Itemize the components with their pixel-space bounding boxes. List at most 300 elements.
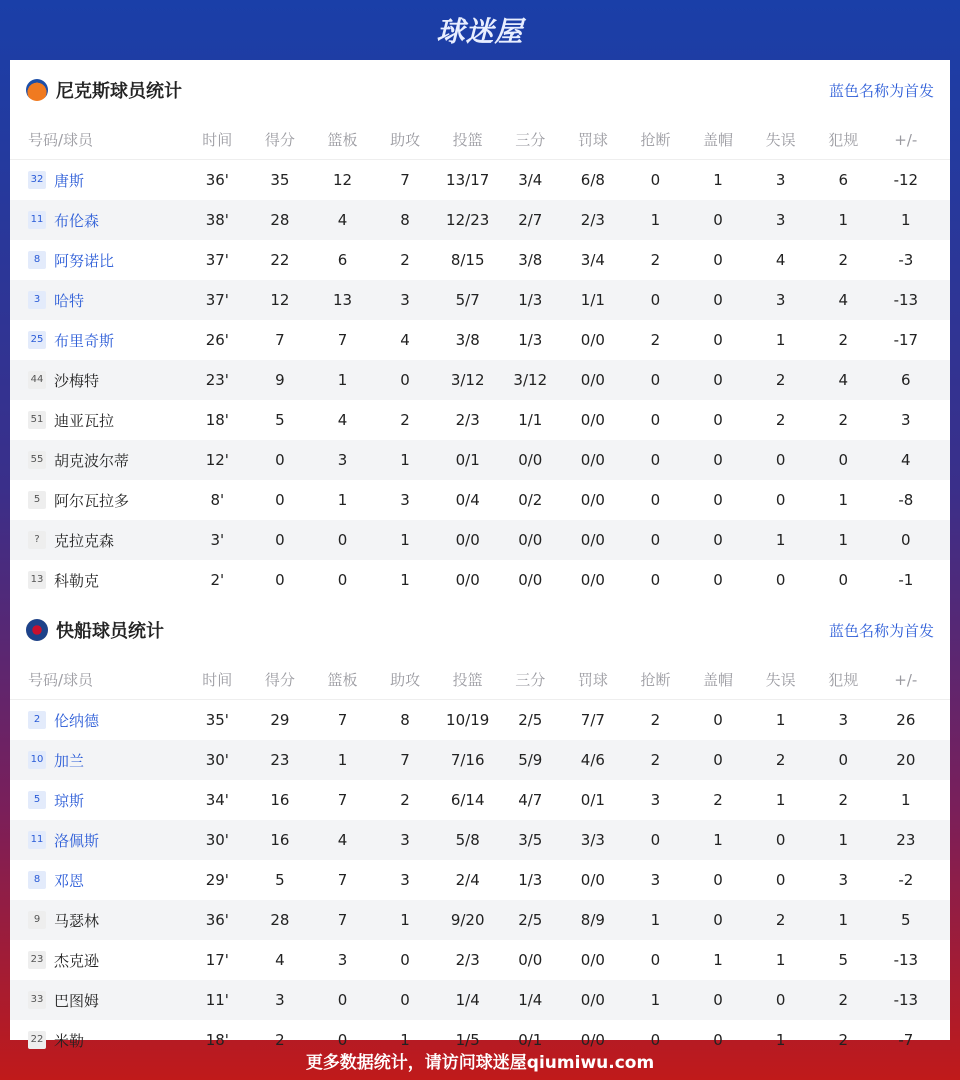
stat-cell: 7 — [337, 331, 348, 349]
section-header — [10, 60, 950, 120]
stat-cell: 0/0 — [580, 1031, 605, 1049]
player-name: 巴图姆 — [54, 991, 100, 1010]
stat-cell: 37' — [205, 251, 229, 269]
stat-cell: 1 — [838, 211, 848, 229]
stat-cell: 3 — [400, 291, 410, 309]
stat-cell: 4/6 — [580, 751, 605, 769]
column-header: 罚球 — [577, 131, 608, 149]
stat-cell: 2 — [650, 251, 661, 269]
column-header: 得分 — [264, 131, 295, 149]
stat-cell: 3 — [650, 871, 661, 889]
table-row — [10, 200, 950, 240]
table-row — [10, 280, 950, 320]
player-name[interactable]: 唐斯 — [54, 171, 85, 190]
table-header-row — [10, 660, 950, 700]
stat-cell: 5 — [838, 951, 848, 969]
stat-cell: 2 — [775, 411, 786, 429]
stat-cell: 0 — [650, 951, 661, 969]
stat-cell: 0 — [650, 291, 661, 309]
stat-cell: 0/4 — [455, 491, 480, 509]
jersey-number-badge: 10 — [28, 751, 46, 769]
stat-cell: 0 — [838, 451, 848, 469]
stat-cell: 0 — [901, 531, 911, 549]
player-name[interactable]: 布里奇斯 — [54, 331, 115, 350]
column-header: 得分 — [264, 671, 295, 689]
table-row — [10, 480, 950, 520]
player-name[interactable]: 哈特 — [54, 291, 85, 310]
footer-banner: 更多数据统计，请访问球迷屋qiumiwu.com — [305, 1052, 655, 1073]
stat-cell: 8 — [400, 711, 410, 729]
stat-cell: 30' — [205, 831, 229, 849]
stat-cell: 7/16 — [450, 751, 485, 769]
stat-cell: 1 — [713, 171, 723, 189]
stat-cell: 2 — [838, 331, 848, 349]
stat-cell: 3 — [775, 211, 786, 229]
stat-cell: 3 — [775, 171, 786, 189]
player-cell — [10, 530, 186, 551]
stat-cell: 1/3 — [518, 291, 543, 309]
stat-cell: 0 — [713, 1031, 723, 1049]
stat-cell: 7 — [337, 871, 348, 889]
stat-cell: 6 — [337, 251, 348, 269]
stat-cell: 1 — [901, 211, 911, 229]
stat-cell: 1 — [775, 1031, 786, 1049]
stat-cell: 4 — [337, 211, 348, 229]
stat-cell: 11' — [205, 991, 229, 1009]
stat-cell: 6 — [901, 371, 911, 389]
stat-cell: 6/8 — [580, 171, 605, 189]
table-row — [10, 360, 950, 400]
stat-cell: 0 — [400, 371, 410, 389]
stat-cell: 5 — [901, 911, 911, 929]
player-cell — [10, 170, 186, 191]
stat-cell: 1 — [400, 451, 410, 469]
stat-cell: 3 — [650, 791, 661, 809]
stat-cell: 26 — [896, 711, 916, 729]
stat-cell: 0/0 — [518, 951, 543, 969]
stat-cell: 7 — [337, 711, 348, 729]
jersey-number-badge: 13 — [28, 571, 46, 589]
column-header: 时间 — [202, 671, 233, 689]
stat-cell: 2 — [838, 251, 848, 269]
table-header-row — [10, 120, 950, 160]
team-title: 快船球员统计 — [56, 621, 164, 642]
stat-cell: 1 — [838, 491, 848, 509]
player-cell — [10, 450, 186, 471]
stat-cell: 17' — [205, 951, 229, 969]
stat-cell: 0 — [775, 871, 786, 889]
player-name[interactable]: 阿努诺比 — [54, 251, 115, 270]
stat-cell: 0 — [713, 751, 723, 769]
stat-cell: 0/0 — [580, 491, 605, 509]
player-name[interactable]: 洛佩斯 — [54, 831, 100, 850]
stat-cell: 2 — [400, 251, 410, 269]
stat-cell: 34' — [205, 791, 229, 809]
clippers-logo-icon — [26, 619, 48, 641]
column-header: 抢断 — [640, 131, 671, 149]
stat-cell: 36' — [205, 171, 229, 189]
stat-cell: -7 — [898, 1031, 914, 1049]
stat-cell: 0 — [337, 991, 348, 1009]
stat-cell: 0 — [713, 571, 723, 589]
player-name: 科勒克 — [54, 571, 100, 590]
column-header: 投篮 — [452, 131, 483, 149]
stat-cell: 2 — [650, 711, 661, 729]
stat-cell: 3 — [775, 291, 786, 309]
stat-cell: 1 — [400, 531, 410, 549]
player-cell — [10, 830, 186, 851]
stat-cell: 0 — [337, 531, 348, 549]
jersey-number-badge: 11 — [28, 211, 46, 229]
column-header: 号码/球员 — [28, 131, 94, 149]
stat-cell: 0/0 — [580, 571, 605, 589]
stat-cell: 7/7 — [580, 711, 605, 729]
player-name[interactable]: 布伦森 — [54, 211, 100, 230]
stat-cell: 2/3 — [455, 411, 480, 429]
column-header: 三分 — [515, 671, 546, 689]
stat-cell: 2' — [210, 571, 225, 589]
stat-cell: 0 — [713, 991, 723, 1009]
stat-cell: 0 — [713, 291, 723, 309]
stat-cell: 3' — [210, 531, 225, 549]
stat-cell: 4 — [775, 251, 786, 269]
stat-cell: 0 — [775, 451, 786, 469]
stat-cell: 3 — [337, 451, 348, 469]
stat-cell: 0 — [400, 991, 410, 1009]
stat-cell: 1 — [838, 911, 848, 929]
column-header: 犯规 — [828, 671, 859, 689]
player-name[interactable]: 伦纳德 — [54, 711, 100, 730]
stat-cell: 0 — [650, 171, 661, 189]
stat-cell: 0 — [713, 211, 723, 229]
section-title — [26, 617, 164, 643]
stat-cell: 1 — [901, 791, 911, 809]
jersey-number-badge: 44 — [28, 371, 46, 389]
player-cell — [10, 330, 186, 351]
table-row — [10, 980, 950, 1020]
stat-cell: 0 — [713, 251, 723, 269]
stat-cell: 3 — [838, 711, 848, 729]
jersey-number-badge: 51 — [28, 411, 46, 429]
column-header: 三分 — [515, 131, 546, 149]
jersey-number-badge: 3 — [28, 291, 46, 309]
column-header: 篮板 — [327, 131, 358, 149]
table-row — [10, 820, 950, 860]
team-title: 尼克斯球员统计 — [56, 81, 182, 102]
column-header: 抢断 — [640, 671, 671, 689]
column-header: 投篮 — [452, 671, 483, 689]
stat-cell: 35' — [205, 711, 229, 729]
stat-cell: 1 — [650, 991, 661, 1009]
stat-cell: 0/1 — [518, 1031, 543, 1049]
player-name[interactable]: 邓恩 — [54, 871, 85, 890]
stat-cell: -8 — [898, 491, 914, 509]
stat-cell: 0/0 — [518, 531, 543, 549]
stat-cell: 0/0 — [518, 571, 543, 589]
stat-cell: 2/3 — [455, 951, 480, 969]
stat-cell: 8 — [400, 211, 410, 229]
stat-cell: 3/12 — [513, 371, 548, 389]
stat-cell: 29 — [270, 711, 290, 729]
stat-cell: 13/17 — [446, 171, 490, 189]
stat-cell: 0 — [337, 571, 348, 589]
stat-cell: 0/0 — [580, 951, 605, 969]
stat-cell: 4 — [275, 951, 285, 969]
stat-cell: 8/15 — [450, 251, 485, 269]
stat-cell: 0 — [713, 711, 723, 729]
stat-cell: 12 — [270, 291, 290, 309]
stat-cell: 18' — [205, 1031, 229, 1049]
player-cell — [10, 210, 186, 231]
stat-cell: 0 — [775, 991, 786, 1009]
stat-cell: 0 — [650, 451, 661, 469]
stat-cell: 2/5 — [518, 911, 543, 929]
table-row — [10, 440, 950, 480]
player-name: 胡克波尔蒂 — [54, 451, 130, 470]
stat-cell: 1 — [838, 531, 848, 549]
player-cell — [10, 570, 186, 591]
stat-cell: 0 — [713, 871, 723, 889]
stat-cell: 1 — [713, 951, 723, 969]
stat-cell: 3/12 — [450, 371, 485, 389]
stat-cell: 0/0 — [580, 331, 605, 349]
stat-cell: 12' — [205, 451, 229, 469]
stat-cell: 7 — [337, 791, 348, 809]
stat-cell: 1 — [337, 751, 348, 769]
stat-cell: 18' — [205, 411, 229, 429]
stat-cell: 6 — [838, 171, 848, 189]
stat-cell: 0 — [400, 951, 410, 969]
column-header: 失误 — [765, 131, 796, 149]
stat-cell: 6/14 — [450, 791, 485, 809]
stat-cell: 23' — [205, 371, 229, 389]
stat-cell: 0 — [775, 831, 786, 849]
stat-cell: 1 — [775, 711, 786, 729]
table-row — [10, 560, 950, 600]
stat-cell: 2 — [775, 751, 786, 769]
column-header: 助攻 — [390, 671, 421, 689]
jersey-number-badge: 11 — [28, 831, 46, 849]
stat-cell: -3 — [898, 251, 914, 269]
stat-cell: 10/19 — [446, 711, 490, 729]
brand-logo: 球迷屋 — [436, 15, 524, 48]
stat-cell: 37' — [205, 291, 229, 309]
team-section — [10, 60, 950, 600]
stat-cell: 5/9 — [518, 751, 543, 769]
stat-cell: 3/8 — [518, 251, 543, 269]
team-section — [10, 600, 950, 1060]
stat-cell: 2 — [400, 411, 410, 429]
stat-cell: 23 — [270, 751, 290, 769]
column-header: 时间 — [202, 131, 233, 149]
stat-cell: 3 — [901, 411, 911, 429]
stat-cell: -1 — [898, 571, 914, 589]
stat-cell: 0 — [650, 1031, 661, 1049]
stat-cell: 0 — [650, 411, 661, 429]
jersey-number-badge: 8 — [28, 251, 46, 269]
column-header: 罚球 — [577, 671, 608, 689]
stat-cell: 1/1 — [518, 411, 543, 429]
stat-cell: 3 — [400, 871, 410, 889]
table-row — [10, 320, 950, 360]
stats-panel — [10, 60, 950, 1050]
stat-cell: 4 — [838, 291, 848, 309]
player-cell — [10, 410, 186, 431]
stat-cell: 30' — [205, 751, 229, 769]
section-title — [26, 77, 182, 103]
stat-cell: 1/3 — [518, 331, 543, 349]
jersey-number-badge: 23 — [28, 951, 46, 969]
stat-cell: 2 — [775, 371, 786, 389]
stat-cell: 3/8 — [455, 331, 480, 349]
jersey-number-badge: 5 — [28, 791, 46, 809]
jersey-number-badge: 25 — [28, 331, 46, 349]
jersey-number-badge: 8 — [28, 871, 46, 889]
jersey-number-badge: 55 — [28, 451, 46, 469]
starter-legend-note: 蓝色名称为首发 — [828, 81, 934, 100]
jersey-number-badge: 22 — [28, 1031, 46, 1049]
stat-cell: -17 — [893, 331, 919, 349]
stat-cell: 3 — [400, 831, 410, 849]
stat-cell: 5 — [275, 411, 285, 429]
stat-cell: 0 — [275, 571, 285, 589]
table-row — [10, 740, 950, 780]
stat-cell: 1 — [775, 331, 786, 349]
stat-cell: 0 — [713, 331, 723, 349]
stat-cell: 3/4 — [518, 171, 543, 189]
stat-cell: 0 — [275, 451, 285, 469]
jersey-number-badge: 5 — [28, 491, 46, 509]
stat-cell: 4 — [400, 331, 410, 349]
stat-cell: 2 — [275, 1031, 285, 1049]
player-cell — [10, 250, 186, 271]
table-row — [10, 520, 950, 560]
player-name[interactable]: 琼斯 — [54, 791, 85, 810]
stat-cell: 1/4 — [518, 991, 543, 1009]
stat-cell: 3/3 — [580, 831, 605, 849]
stat-cell: 0 — [275, 531, 285, 549]
stat-cell: 0/0 — [580, 451, 605, 469]
stat-cell: 4 — [337, 831, 348, 849]
stat-cell: 2 — [838, 791, 848, 809]
stat-cell: 12/23 — [446, 211, 490, 229]
stat-cell: 1 — [838, 831, 848, 849]
stat-cell: 3/5 — [518, 831, 543, 849]
stat-cell: 5 — [275, 871, 285, 889]
stat-cell: 2 — [400, 791, 410, 809]
stat-cell: 2 — [838, 991, 848, 1009]
stat-cell: 0/0 — [455, 571, 480, 589]
stat-cell: 9 — [275, 371, 285, 389]
player-cell — [10, 750, 186, 771]
jersey-number-badge: 32 — [28, 171, 46, 189]
stat-cell: 2/5 — [518, 711, 543, 729]
stat-cell: 4 — [337, 411, 348, 429]
stat-cell: 2/7 — [518, 211, 543, 229]
table-row — [10, 700, 950, 740]
stat-cell: 0/0 — [580, 991, 605, 1009]
stat-cell: 0 — [650, 571, 661, 589]
stat-cell: 1 — [650, 211, 661, 229]
knicks-logo-icon — [26, 79, 48, 101]
stat-cell: 1 — [713, 831, 723, 849]
stat-cell: 16 — [270, 791, 290, 809]
stat-cell: 1 — [337, 491, 348, 509]
stat-cell: 3 — [400, 491, 410, 509]
stat-cell: 23 — [896, 831, 916, 849]
player-cell — [10, 950, 186, 971]
stat-cell: 8/9 — [580, 911, 605, 929]
table-row — [10, 900, 950, 940]
stat-cell: 1/5 — [455, 1031, 480, 1049]
player-cell — [10, 910, 186, 931]
stat-cell: -12 — [893, 171, 919, 189]
table-row — [10, 860, 950, 900]
stat-cell: 26' — [205, 331, 229, 349]
stat-cell: 0 — [650, 831, 661, 849]
stat-cell: 0/0 — [580, 871, 605, 889]
player-name: 阿尔瓦拉多 — [54, 491, 130, 510]
stat-cell: 2/3 — [580, 211, 605, 229]
stat-cell: 0 — [838, 751, 848, 769]
player-cell — [10, 370, 186, 391]
stat-cell: 1/4 — [455, 991, 480, 1009]
stat-cell: 0/0 — [518, 451, 543, 469]
stat-cell: 3 — [275, 991, 285, 1009]
stat-cell: 0 — [275, 491, 285, 509]
stat-cell: 2 — [838, 411, 848, 429]
table-row — [10, 940, 950, 980]
stat-cell: 0 — [713, 531, 723, 549]
player-name[interactable]: 加兰 — [54, 751, 85, 770]
stat-cell: 7 — [400, 751, 410, 769]
stat-cell: -13 — [893, 951, 919, 969]
stat-cell: 0 — [713, 411, 723, 429]
stat-cell: 7 — [275, 331, 285, 349]
stat-cell: 0 — [713, 911, 723, 929]
stat-cell: 5/8 — [455, 831, 480, 849]
stat-cell: 2 — [775, 911, 786, 929]
player-cell — [10, 290, 186, 311]
stat-cell: 28 — [270, 911, 290, 929]
table-row — [10, 160, 950, 200]
column-header: 盖帽 — [703, 671, 734, 689]
stat-cell: 4 — [838, 371, 848, 389]
player-name: 马瑟林 — [54, 911, 100, 930]
stat-cell: 13 — [332, 291, 353, 309]
column-header: 助攻 — [390, 131, 421, 149]
player-cell — [10, 790, 186, 811]
stat-cell: -13 — [893, 291, 919, 309]
stat-cell: 0 — [775, 491, 786, 509]
stat-cell: 1/1 — [580, 291, 605, 309]
starter-legend-note: 蓝色名称为首发 — [828, 621, 934, 640]
stat-cell: 1 — [400, 571, 410, 589]
stat-cell: 35 — [270, 171, 290, 189]
stat-cell: 0/1 — [455, 451, 480, 469]
column-header: 号码/球员 — [28, 671, 94, 689]
table-row — [10, 240, 950, 280]
player-cell — [10, 990, 186, 1011]
stat-cell: 28 — [270, 211, 290, 229]
table-row — [10, 400, 950, 440]
stat-cell: 0 — [713, 451, 723, 469]
player-cell — [10, 870, 186, 891]
stat-cell: 1 — [400, 911, 410, 929]
player-name: 沙梅特 — [54, 371, 100, 390]
stat-cell: 20 — [896, 751, 916, 769]
stat-cell: 3/4 — [580, 251, 605, 269]
